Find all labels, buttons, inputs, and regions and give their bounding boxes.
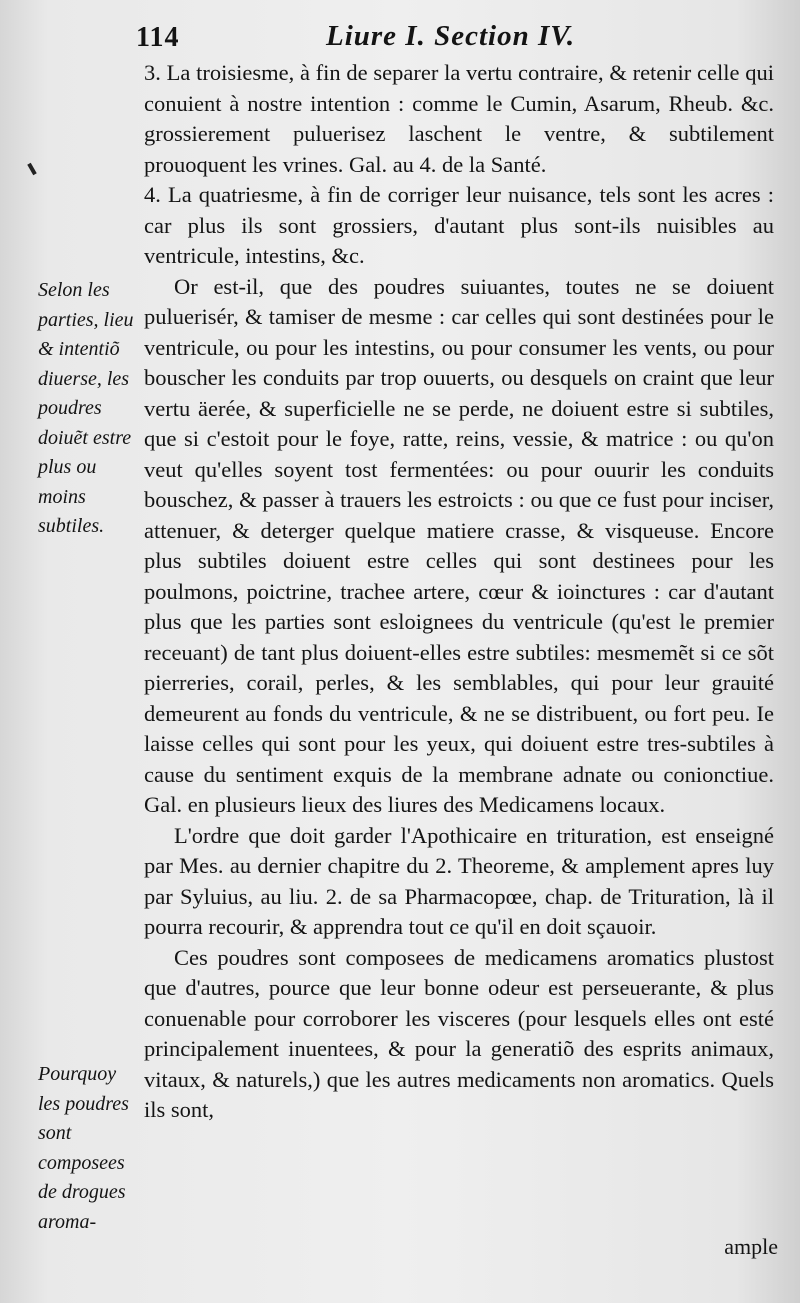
paragraph-fineness: Or est-il, que des poudres suiuantes, toutes ne se doiuent puluerisér, & tamiser de mesme : car celles qui sont destinées pour le ventricule, ou pour les intestins, ou pour consumer les vents, ou pour bouscher les conduits par trop ouuerts, ou desquels on craint que leur vertu äerée, & superficielle ne se perde, ne doiuent estre si subtiles, que si c'estoit pour le foye, ratte, reins, vessie, & matrice : ou qu'on veut qu'elles soyent tost fermentées: ou pour ouurir les conduits bouschez, & passer à trauers les estroicts : ou que ce fust pour inciser, attenuer, & deterger quelque matiere crasse, & visqueuse. Encore plus subtiles doiuent estre celles qui sont destinees pour les poulmons, poictrine, trachee artere, cœur & ioinctures : car d'autant plus que les parties sont esloignees du ventricule (qu'est le premier receuant) de tant plus doiuent-elles estre subtiles: mesmemẽt si ce sõt pierreries, corail, perles, & les semblables, qui pour leur grauité demeurent au fonds du ventricule, & ne se distribuent, ou fort peu. Ie laisse celles qui sont pour les yeux, qui doiuent estre tres-subtiles à cause du sentiment exquis de la membrane adnate ou conionctiue. Gal. en plusieurs lieux des liures des Medicamens locaux. [144, 273, 774, 817]
paragraph-fourth-reason: 4. La quatriesme, à fin de corriger leur nuisance, tels sont les acres : car plus ils sont grossiers, d'autant plus sont-ils nuisibles au ventricule, intestins, &c. [144, 182, 774, 268]
margin-note-aromatics: Pourquoy les poudres sont composees de drogues aroma- [38, 1063, 129, 1233]
margin-note-subtlety: Selon les parties, lieu & intentiõ diuerse, les poudres doiuẽt estre plus ou moins subtiles. [38, 279, 134, 537]
body-text-block [144, 58, 774, 1126]
running-title: Liure I. Section IV. [326, 20, 576, 52]
paragraph-trituration: L'ordre que doit garder l'Apothicaire en trituration, est enseigné par Mes. au dernier chapitre du 2. Theoreme, & amplement apres luy par Syluius, au liu. 2. de sa Pharmacopœe, chap. de Trituration, là il pourra recourir, & apprendra tout ce qu'il en doit sçauoir. [144, 822, 774, 939]
ink-speck [27, 163, 36, 175]
catchword: ample [724, 1234, 778, 1259]
paragraph-third-reason: 3. La troisiesme, à fin de separer la vertu contraire, & retenir celle qui conuient à nostre intention : comme le Cumin, Asarum, Rheub. &c. grossierement puluerisez laschent le ventre, & subtilement prouoquent les vrines. Gal. au 4. de la Santé. [144, 60, 774, 177]
page-number: 114 [136, 22, 180, 53]
paragraph-aromatics: Ces poudres sont composees de medicamens aromatics plustost que d'autres, pource que leur bonne odeur est perseuerante, & plus conuenable pour corroborer les visceres (pour lesquels elles ont esté principalement inuentees, & pour la generatiõ des esprits animaux, vitaux, & naturels,) que les autres medicaments non aromatics. Quels ils sont, [144, 944, 774, 1122]
